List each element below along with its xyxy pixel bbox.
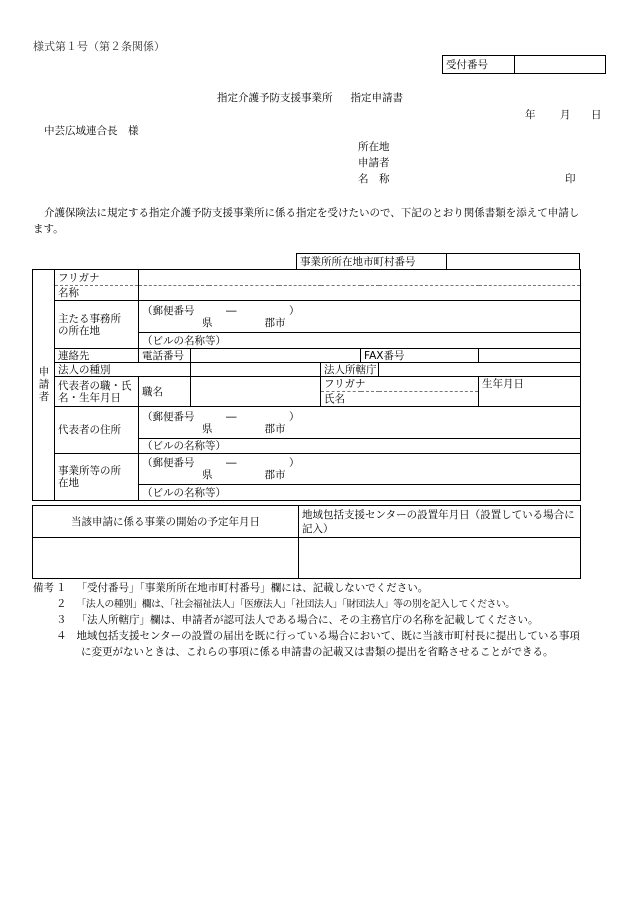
municipality-code-label: 事業所所在地市町村番号 (297, 254, 447, 270)
furigana-label: フリガナ (55, 270, 139, 286)
contact-label: 連絡先 (55, 349, 139, 363)
start-date-field[interactable] (33, 538, 299, 579)
form-number-label: 様式第１号（第２条関係） (33, 40, 165, 53)
office-location-building[interactable]: （ビルの名称等） (139, 485, 581, 501)
notes-text-4: 地域包括支援センターの設置の届出を既に行っている場合において、既に当該市町村長に提出している事項 (76, 630, 580, 642)
rep-label-line-2: 名・生年月日 (58, 391, 121, 404)
application-form (32, 269, 581, 501)
rep-address-pref-district: 県 郡市 (202, 422, 286, 435)
document-title (217, 92, 403, 105)
rep-furigana-label: フリガナ (321, 377, 479, 392)
phone-field[interactable] (191, 349, 361, 363)
notes-num-3: ３ (56, 614, 67, 626)
rep-label (55, 377, 139, 407)
main-office-label-line-1: 主たる事務所 (58, 312, 121, 325)
notes-item-4-continued (81, 646, 554, 659)
main-office-address-field[interactable] (139, 301, 581, 333)
applicant-name-label: 名 称 (358, 173, 390, 185)
notes-item-2 (56, 598, 515, 611)
center-date-field[interactable] (299, 538, 581, 579)
office-location-postal: （郵便番号 ― ） (142, 457, 300, 469)
notes-num-2: ２ (56, 598, 67, 610)
notes-text-3: 「法人所轄庁」欄は、申請者が認可法人である場合に、その主務官庁の名称を記載してください。 (76, 614, 539, 626)
applicant-person-label: 申請者 (358, 157, 390, 169)
position-field[interactable] (191, 377, 321, 407)
rep-address-building[interactable]: （ビルの名称等） (139, 439, 581, 454)
date-day: 日 (591, 109, 602, 121)
fax-label: FAX番号 (361, 349, 479, 363)
office-location-label-line-1: 事業所等の所 (58, 465, 121, 477)
start-date-label: 当該申請に係る事業の開始の予定年月日 (33, 506, 299, 538)
office-location-label (55, 454, 139, 501)
title-part-1: 指定介護予防支援事業所 (217, 92, 333, 104)
dates-table (32, 505, 581, 579)
municipality-code-box (296, 253, 580, 270)
applicant-address-label: 所在地 (358, 141, 390, 153)
corp-type-label: 法人の種別 (55, 363, 191, 377)
corp-type-field[interactable] (191, 363, 321, 377)
main-office-label-line-2: の所在地 (58, 324, 100, 337)
receipt-number-label: 受付番号 (443, 56, 515, 74)
municipality-code-field[interactable] (447, 254, 580, 270)
receipt-number-box (442, 55, 606, 74)
name-field[interactable] (139, 286, 581, 301)
office-location-label-line-2: 在地 (58, 477, 79, 489)
applicant-vertical-label: 申請者 (33, 270, 55, 501)
rep-address-label: 代表者の住所 (55, 407, 139, 454)
notes-item-3 (56, 614, 539, 627)
position-label: 職名 (139, 377, 191, 407)
main-office-building[interactable]: （ビルの名称等） (139, 333, 581, 349)
title-part-2: 指定申請書 (350, 92, 403, 104)
date-year: 年 (525, 109, 536, 121)
seal-mark: 印 (565, 173, 576, 185)
addressee: 中芸広域連合長 様 (44, 125, 139, 137)
notes-label: 備考 (33, 582, 54, 594)
center-date-label: 地域包括支援センターの設置年月日（設置している場合に記入） (299, 506, 581, 538)
receipt-number-field[interactable] (515, 56, 606, 74)
intro-line-2: ます。 (33, 223, 64, 235)
date-month: 月 (560, 109, 571, 121)
office-location-field[interactable] (139, 454, 581, 485)
notes-num-4: ４ (56, 630, 67, 642)
birthdate-label: 生年月日 (479, 377, 581, 407)
rep-label-line-1: 代表者の職・氏 (58, 379, 132, 392)
furigana-field[interactable] (139, 270, 581, 286)
notes-item-4 (56, 630, 580, 643)
phone-label: 電話番号 (139, 349, 191, 363)
notes-item-1 (33, 582, 428, 595)
notes-text-1: 「受付番号」「事業所所在地市町村番号」欄には、記載しないでください。 (76, 582, 429, 594)
name-label: 名称 (55, 286, 139, 301)
main-office-pref-district: 県 郡市 (202, 316, 286, 329)
rep-address-field[interactable] (139, 407, 581, 439)
corp-authority-field[interactable] (379, 363, 581, 377)
rep-address-postal: （郵便番号 ― ） (142, 410, 300, 423)
rep-name-label: 氏名 (321, 392, 479, 407)
office-location-pref-district: 県 郡市 (202, 469, 286, 481)
fax-field[interactable] (479, 349, 581, 363)
notes-text-4-continued: に変更がないときは、これらの事項に係る申請書の記載又は書類の提出を省略させることができる。 (81, 646, 554, 658)
main-office-label (55, 301, 139, 349)
intro-line-1: 介護保険法に規定する指定介護予防支援事業所に係る指定を受けたいので、下記のとおり関係書類を添えて申請し (44, 207, 580, 219)
notes-num-1: １ (56, 582, 67, 594)
corp-authority-label: 法人所轄庁 (321, 363, 379, 377)
main-office-postal: （郵便番号 ― ） (142, 304, 300, 317)
notes-text-2: 「法人の種別」欄は、「社会福祉法人」「医療法人」「社団法人」「財団法人」等の別を記入してください。 (76, 599, 515, 610)
